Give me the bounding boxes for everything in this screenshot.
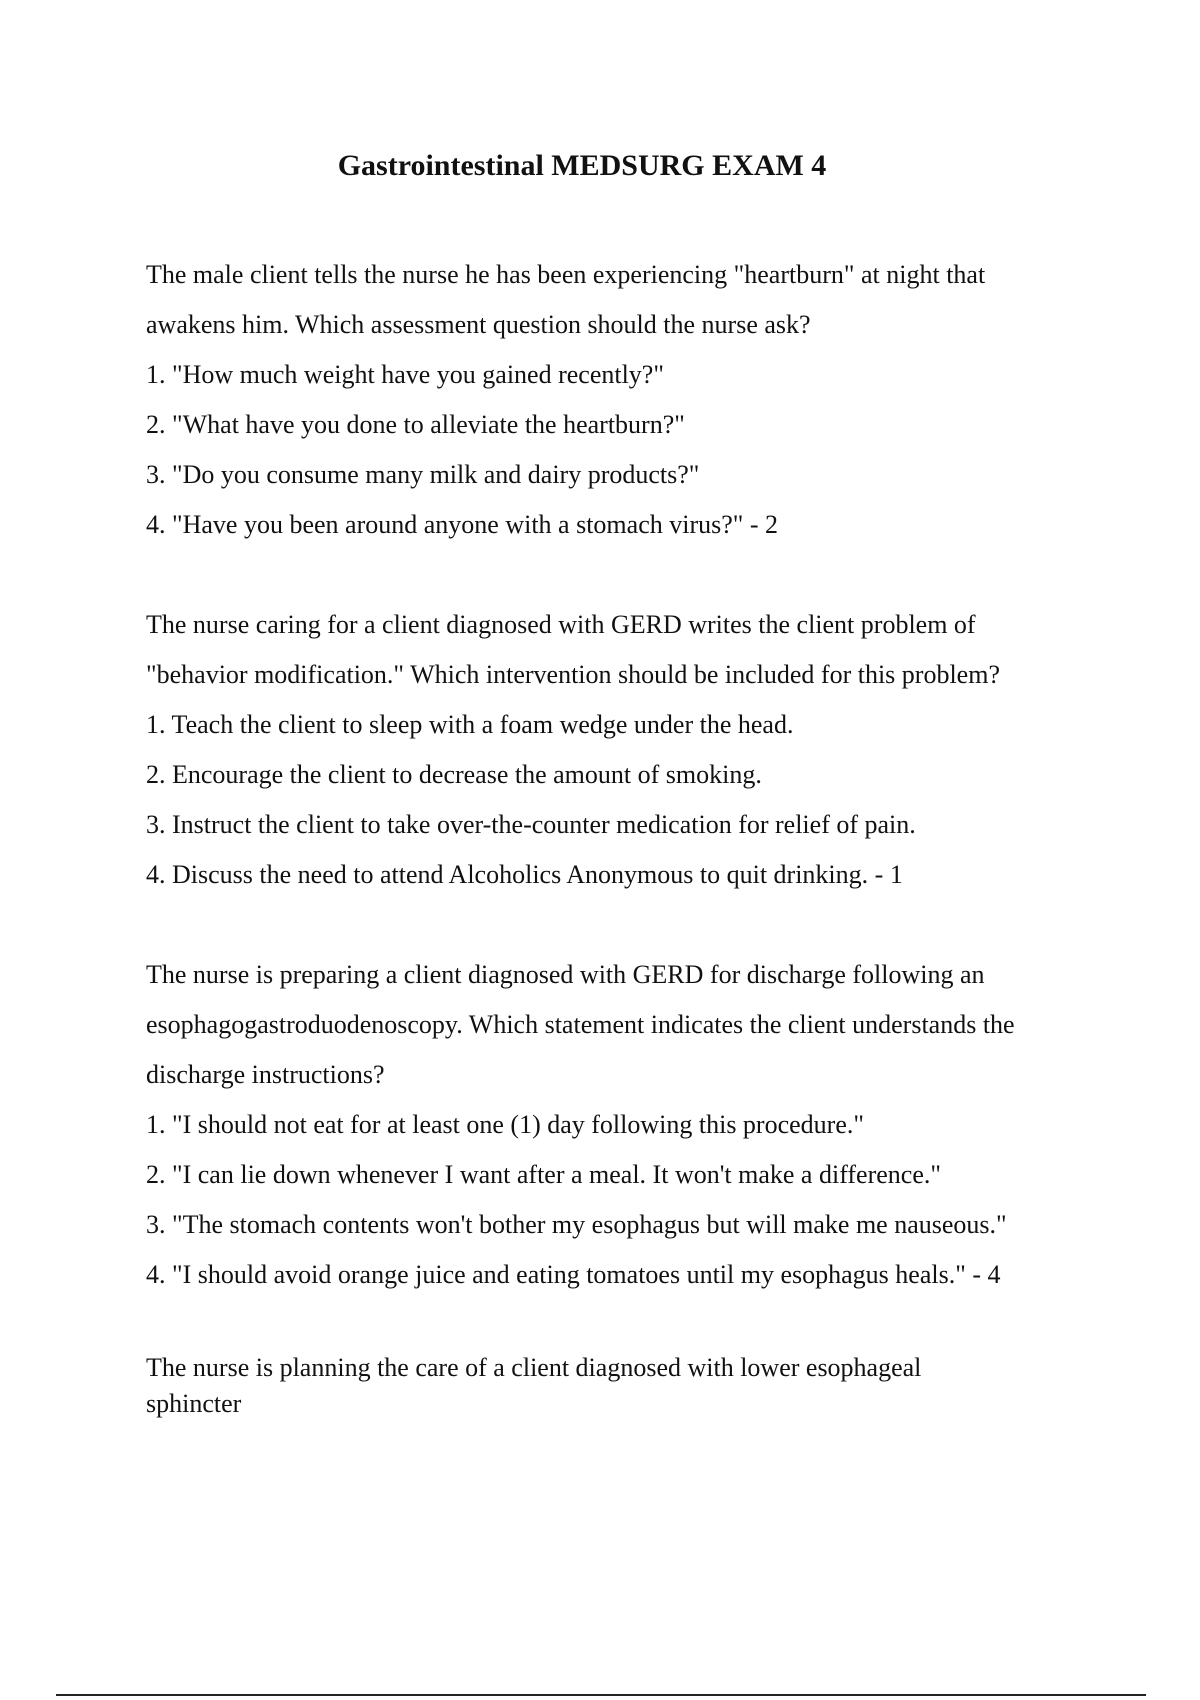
document-title	[0, 146, 1200, 186]
question-1-option-3: 3. "Do you consume many milk and dairy products?"	[146, 460, 700, 489]
document-body	[146, 250, 1106, 1422]
question-2	[146, 600, 1106, 900]
question-2-option-1: 1. Teach the client to sleep with a foam wedge under the head.	[146, 710, 794, 739]
question-3-option-3: 3. "The stomach contents won't bother my esophagus but will make me nauseous."	[146, 1210, 1007, 1239]
question-spacer	[146, 550, 1106, 600]
question-3-stem-line-1: The nurse is preparing a client diagnosed with GERD for discharge following an	[146, 960, 985, 989]
question-3-stem-line-3: discharge instructions?	[146, 1060, 385, 1089]
question-4-stem-line-1: The nurse is planning the care of a client diagnosed with lower esophageal	[146, 1353, 922, 1382]
question-2-option-2: 2. Encourage the client to decrease the amount of smoking.	[146, 760, 762, 789]
question-2-stem-line-1: The nurse caring for a client diagnosed with GERD writes the client problem of	[146, 610, 976, 639]
question-3-option-4: 4. "I should avoid orange juice and eating tomatoes until my esophagus heals." - 4	[146, 1260, 1001, 1289]
footer-divider	[56, 1694, 1146, 1696]
question-1	[146, 250, 1106, 550]
question-4-stem-line-2: sphincter	[146, 1389, 242, 1418]
document-title-text: Gastrointestinal MEDSURG EXAM 4	[337, 149, 827, 182]
question-1-stem-line-1: The male client tells the nurse he has been experiencing "heartburn" at night that	[146, 260, 986, 289]
question-spacer	[146, 1300, 1106, 1350]
question-4	[146, 1350, 1106, 1422]
question-2-option-3: 3. Instruct the client to take over-the-counter medication for relief of pain.	[146, 810, 916, 839]
question-3-option-1: 1. "I should not eat for at least one (1) day following this procedure."	[146, 1110, 864, 1139]
question-3	[146, 950, 1106, 1300]
question-spacer	[146, 900, 1106, 950]
question-2-stem-line-2: "behavior modification." Which intervention should be included for this problem?	[146, 660, 1000, 689]
question-3-option-2: 2. "I can lie down whenever I want after a meal. It won't make a difference."	[146, 1160, 941, 1189]
question-1-option-4: 4. "Have you been around anyone with a stomach virus?" - 2	[146, 510, 779, 539]
question-2-option-4: 4. Discuss the need to attend Alcoholics Anonymous to quit drinking. - 1	[146, 860, 903, 889]
question-1-option-2: 2. "What have you done to alleviate the heartburn?"	[146, 410, 685, 439]
question-3-stem-line-2: esophagogastroduodenoscopy. Which statement indicates the client understands the	[146, 1010, 1015, 1039]
question-1-option-1: 1. "How much weight have you gained recently?"	[146, 360, 664, 389]
question-1-stem-line-2: awakens him. Which assessment question should the nurse ask?	[146, 310, 811, 339]
